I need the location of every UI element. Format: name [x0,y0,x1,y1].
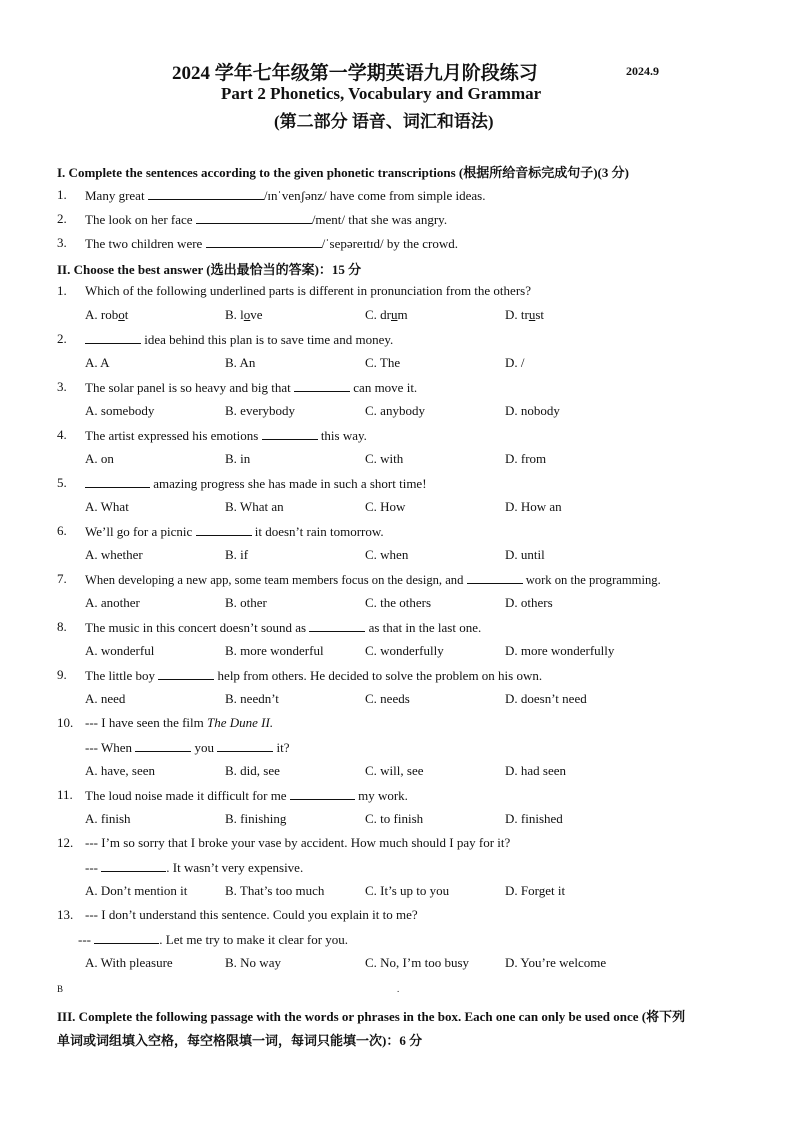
answer-blank[interactable] [467,571,523,584]
answer-blank[interactable] [196,211,312,224]
question-text: Which of the following underlined parts is different in pronunciation from the others? [85,283,531,298]
option-d[interactable]: D. You’re welcome [505,955,607,970]
question-text: --- I don’t understand this sentence. Could you explain it to me? [85,907,418,922]
question-number: 1. [57,283,67,298]
option-b[interactable]: B. What an [225,499,284,514]
question-number: 10. [57,715,74,730]
option-d[interactable]: D. had seen [505,763,567,778]
option-b[interactable]: B. other [225,595,267,610]
option-d[interactable]: D. more wonderfully [505,643,615,658]
option-c[interactable]: C. needs [365,691,410,706]
question-number: 7. [57,571,67,586]
option-c[interactable]: C. wonderfully [365,643,444,658]
question-text: The solar panel is so heavy and big that can move it. [85,380,418,395]
option-d[interactable]: D. How an [505,499,562,514]
option-d[interactable]: D. nobody [505,403,560,418]
phonetic-question-3: The two children were /ˈsepəreɪtɪd/ by the crowd. [85,236,459,251]
option-b[interactable]: B. An [225,355,256,370]
question-text-line2: --- When you it? [85,740,290,755]
option-c[interactable]: C. when [365,547,409,562]
question-number: 13. [57,907,74,922]
option-d[interactable]: D. doesn’t need [505,691,587,706]
option-b[interactable]: B. did, see [225,763,280,778]
option-a[interactable]: A. With pleasure [85,955,173,970]
section3-heading: III. Complete the following passage with the words or phrases in the box. Each one can only be used once (将下列 [57,1009,686,1024]
answer-blank[interactable] [135,739,191,752]
answer-blank[interactable] [206,235,322,248]
answer-blank[interactable] [101,859,166,872]
option-d[interactable]: D. from [505,451,547,466]
option-a[interactable]: A. another [85,595,140,610]
question-text: The loud noise made it difficult for me my work. [85,788,408,803]
film-title: The Dune II. [207,715,274,730]
option-a[interactable]: A. have, seen [85,763,156,778]
answer-blank[interactable] [158,667,214,680]
option-b[interactable]: B. finishing [225,811,287,826]
section1-heading: I. Complete the sentences according to the given phonetic transcriptions (根据所给音标完成句子)(3 分) [57,165,629,180]
answer-blank[interactable] [148,187,264,200]
option-c[interactable]: C. The [365,355,401,370]
option-a[interactable]: A. What [85,499,129,514]
question-text-line2: --- . It wasn’t very expensive. [85,860,304,875]
option-d[interactable]: D. finished [505,811,563,826]
stray-mark: B [57,984,64,994]
option-a[interactable]: A. on [85,451,114,466]
option-b[interactable]: B. everybody [225,403,296,418]
question-text-line2: --- . Let me try to make it clear for you. [78,932,349,947]
option-a[interactable]: A. need [85,691,126,706]
question-number: 5. [57,475,67,490]
option-b[interactable]: B. if [225,547,249,562]
section2-heading: II. Choose the best answer (选出最恰当的答案)：15 分 [57,262,362,277]
option-d[interactable]: D. others [505,595,553,610]
question-number: 11. [57,787,73,802]
option-c[interactable]: C. the others [365,595,432,610]
question-text: idea behind this plan is to save time and money. [85,331,393,348]
question-text: The music in this concert doesn’t sound as as that in the last one. [85,620,482,635]
option-c[interactable]: C. anybody [365,403,425,418]
option-c[interactable]: C. How [365,499,406,514]
option-c[interactable]: C. to finish [365,811,424,826]
option-b[interactable]: B. No way [225,955,281,970]
answer-blank[interactable] [290,787,355,800]
question-number: 8. [57,619,67,634]
question-text: The little boy help from others. He decided to solve the problem on his own. [85,668,543,683]
stray-dot: . [397,984,400,994]
part-title: Part 2 Phonetics, Vocabulary and Grammar [221,84,542,103]
answer-blank[interactable] [85,331,141,344]
option-b[interactable]: B. more wonderful [225,643,324,658]
option-d[interactable]: D. Forget it [505,883,566,898]
answer-blank[interactable] [217,739,273,752]
answer-blank[interactable] [85,475,150,488]
answer-blank[interactable] [196,523,252,536]
phonetic-question-2: The look on her face /ment/ that she was angry. [85,212,448,227]
question-text: --- I’m so sorry that I broke your vase by accident. How much should I pay for it? [85,835,511,850]
question-number: 3. [57,235,67,250]
option-a[interactable]: A. A [85,355,110,370]
question-number: 12. [57,835,74,850]
option-a[interactable]: A. Don’t mention it [85,883,188,898]
option-a[interactable]: A. wonderful [85,643,155,658]
question-text: When developing a new app, some team members focus on the design, and work on the programming. [85,573,661,587]
option-b[interactable]: B. needn’t [225,691,279,706]
question-number: 4. [57,427,67,442]
option-c[interactable]: C. It’s up to you [365,883,450,898]
question-number: 2. [57,211,67,226]
option-a[interactable]: A. whether [85,547,143,562]
question-number: 3. [57,379,67,394]
option-a[interactable]: A. finish [85,811,131,826]
option-c[interactable]: C. with [365,451,404,466]
section3-heading-cont: 单词或词组填入空格，每空格限填一词，每词只能填一次)：6 分 [57,1033,423,1048]
answer-blank[interactable] [309,619,365,632]
option-c[interactable]: C. drum [365,307,408,322]
question-number: 1. [57,187,67,202]
question-text: The artist expressed his emotions this way. [85,428,367,443]
question-text: amazing progress she has made in such a short time! [85,475,427,492]
question-number: 6. [57,523,67,538]
option-d[interactable]: D. / [505,355,525,370]
option-c[interactable]: C. No, I’m too busy [365,955,469,970]
question-text: We’ll go for a picnic it doesn’t rain tomorrow. [85,524,384,539]
answer-blank[interactable] [94,931,159,944]
option-b[interactable]: B. That’s too much [225,883,325,898]
exam-date: 2024.9 [626,64,659,78]
answer-blank[interactable] [262,427,318,440]
question-text: --- I have seen the film The Dune II. [85,715,274,730]
option-b[interactable]: B. love [225,307,263,322]
option-d[interactable]: D. trust [505,307,545,322]
exam-title: 2024 学年七年级第一学期英语九月阶段练习 [172,63,538,84]
option-d[interactable]: D. until [505,547,545,562]
question-number: 9. [57,667,67,682]
question-number: 2. [57,331,67,346]
phonetic-question-1: Many great /ɪnˈvenʃənz/ have come from simple ideas. [85,188,486,203]
option-b[interactable]: B. in [225,451,251,466]
answer-blank[interactable] [294,379,350,392]
option-c[interactable]: C. will, see [365,763,424,778]
option-a[interactable]: A. robot [85,307,129,322]
option-a[interactable]: A. somebody [85,403,155,418]
part-title-cn: (第二部分 语音、词汇和语法) [274,112,494,131]
